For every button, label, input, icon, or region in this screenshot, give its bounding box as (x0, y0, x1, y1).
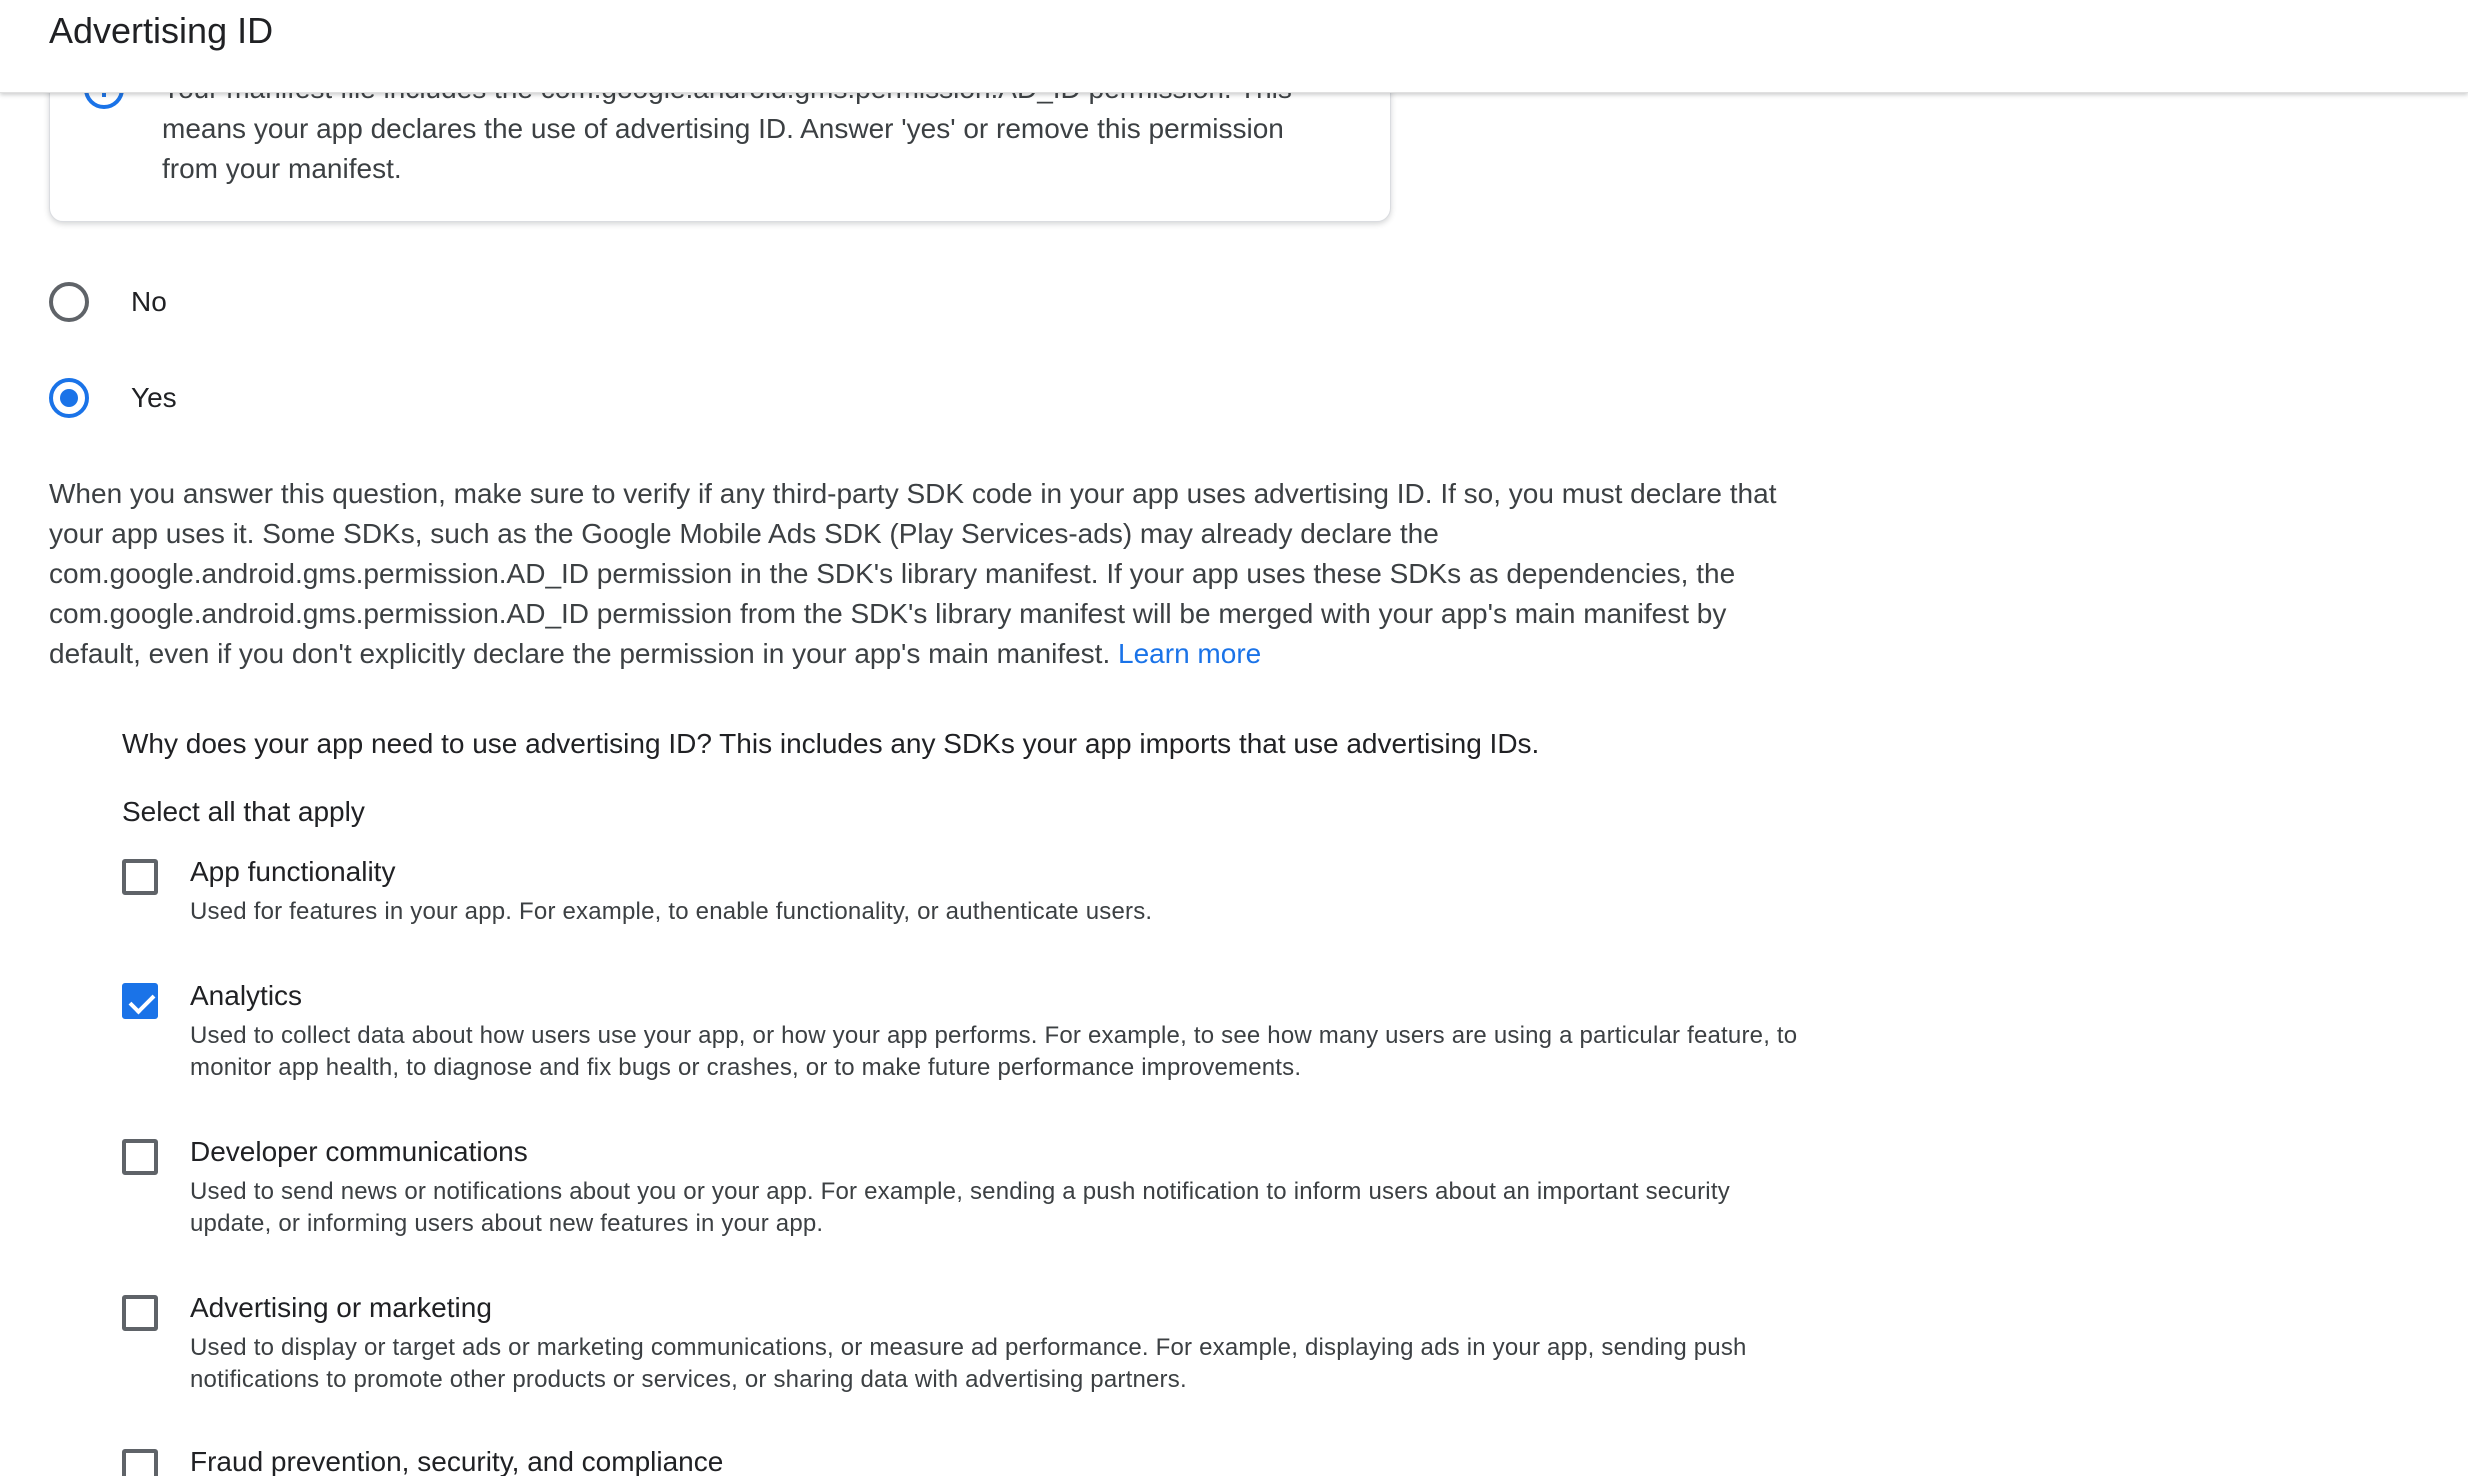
description-line: Used for features in your app. For example, to enable functionality, or authenticate users. (190, 898, 1153, 925)
purpose-question: Why does your app need to use advertising ID? This includes any SDKs your app imports that use advertising IDs. (122, 728, 1540, 759)
advertising-marketing-checkbox[interactable] (122, 1295, 158, 1331)
explanation-line: When you answer this question, make sure to verify if any third-party SDK code in your app uses advertising ID. If so, you must declare that (49, 478, 1777, 509)
purpose-description (190, 1332, 1890, 1396)
explanation-line-last (49, 634, 1869, 674)
page-title: Advertising ID (49, 10, 274, 51)
radio-yes[interactable] (49, 378, 89, 418)
purpose-title: Fraud prevention, security, and compliance (190, 1446, 724, 1476)
radio-option-yes[interactable] (49, 376, 177, 420)
fraud-prevention-checkbox[interactable] (122, 1449, 158, 1476)
purpose-title: Developer communications (190, 1136, 528, 1167)
description-line: Used to display or target ads or marketing communications, or measure ad performance. For example, displaying ads in your app, sending push (190, 1334, 1747, 1361)
app-functionality-checkbox[interactable] (122, 859, 158, 895)
description-line: notifications to promote other products or services, or sharing data with advertising partners. (190, 1366, 1187, 1393)
explanation-line: com.google.android.gms.permission.AD_ID permission from the SDK's library manifest will be merged with your app's main manifest by (49, 598, 1727, 629)
explanation-line: your app uses it. Some SDKs, such as the Google Mobile Ads SDK (Play Services-ads) may already declare the (49, 518, 1439, 549)
notice-line: means your app declares the use of advertising ID. Answer 'yes' or remove this permission (162, 113, 1284, 144)
purpose-title: App functionality (190, 856, 396, 887)
radio-no[interactable] (49, 282, 89, 322)
description-line: Used to collect data about how users use your app, or how your app performs. For example, to see how many users are using a particular feature, to (190, 1022, 1798, 1049)
analytics-checkbox[interactable] (122, 983, 158, 1019)
select-all-label: Select all that apply (122, 796, 365, 827)
purpose-description (190, 1176, 1890, 1240)
description-line: Used to send news or notifications about you or your app. For example, sending a push notification to inform users about an important security (190, 1178, 1730, 1205)
radio-option-no[interactable] (49, 280, 167, 324)
description-line: update, or informing users about new features in your app. (190, 1210, 824, 1237)
sdk-explanation (49, 474, 1869, 674)
notice-line: from your manifest. (162, 153, 402, 184)
description-line: monitor app health, to diagnose and fix bugs or crashes, or to make future performance improvements. (190, 1054, 1302, 1081)
radio-label-yes: Yes (131, 382, 177, 413)
developer-communications-checkbox[interactable] (122, 1139, 158, 1175)
purpose-description (190, 896, 1890, 928)
purpose-title: Analytics (190, 980, 303, 1011)
page-header (0, 0, 2468, 93)
explanation-text: default, even if you don't explicitly declare the permission in your app's main manifest. (49, 638, 1111, 669)
explanation-line: com.google.android.gms.permission.AD_ID permission in the SDK's library manifest. If your app uses these SDKs as dependencies, the (49, 558, 1736, 589)
learn-more-link[interactable]: Learn more (1118, 638, 1262, 669)
purpose-description (190, 1020, 1890, 1084)
purpose-title: Advertising or marketing (190, 1292, 492, 1323)
radio-label-no: No (131, 286, 167, 317)
